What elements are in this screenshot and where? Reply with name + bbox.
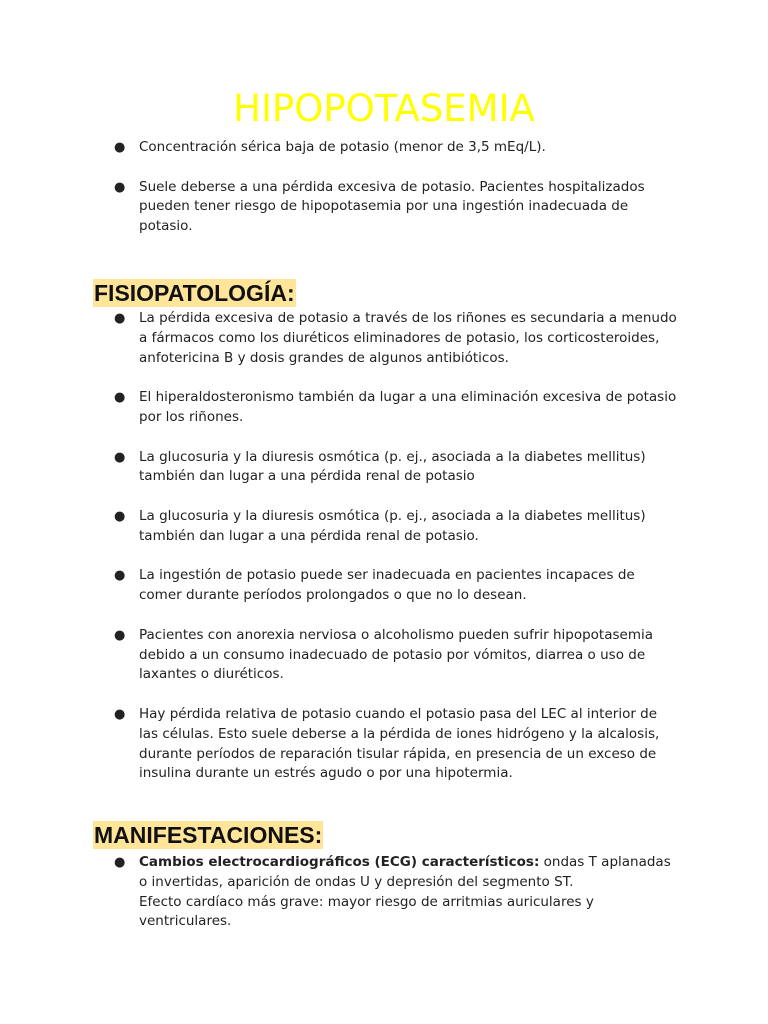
list-item <box>0 388 768 428</box>
fisiopatologia-list <box>0 309 768 784</box>
manifestaciones-list <box>0 853 768 932</box>
list-item-extra-text: Efecto cardíaco más grave: mayor riesgo de arritmias auriculares y ventriculares. <box>139 893 594 930</box>
list-item-text: Suele deberse a una pérdida excesiva de potasio. Pacientes hospitalizados pueden tener riesgo de hipopotasemia por una ingestión inadecuada de potasio. <box>139 178 645 235</box>
bullet-icon: ● <box>114 390 126 406</box>
intro-list <box>0 138 768 237</box>
list-spacer <box>0 487 768 507</box>
list-item-bold-text: Cambios electrocardiográficos (ECG) característicos: <box>139 854 540 870</box>
bullet-icon: ● <box>114 179 126 195</box>
list-item-text: La ingestión de potasio puede ser inadecuada en pacientes incapaces de comer durante períodos prolongados o que no lo desean. <box>139 567 635 604</box>
document-title: HIPOPOTASEMIA <box>233 87 535 130</box>
list-item-text: La glucosuria y la diuresis osmótica (p. ej., asociada a la diabetes mellitus) también dan lugar a una pérdida renal de potasio. <box>139 507 646 544</box>
list-item-text: La glucosuria y la diuresis osmótica (p. ej., asociada a la diabetes mellitus) también dan lugar a una pérdida renal de potasio <box>139 448 646 485</box>
list-spacer <box>0 606 768 626</box>
list-item <box>0 448 768 488</box>
list-item <box>0 178 768 237</box>
list-item <box>0 626 768 685</box>
list-spacer <box>0 428 768 448</box>
section-heading-manifestaciones: MANIFESTACIONES: <box>94 822 323 848</box>
bullet-icon: ● <box>114 449 126 465</box>
list-spacer <box>0 547 768 567</box>
list-item-text: Hay pérdida relativa de potasio cuando el potasio pasa del LEC al interior de las células. Esto suele deberse a la pérdida de iones hidrógeno y la alcalosis, durante períodos de reparación tisular rápida, en presencia de un exceso de insulina durante un estrés agudo o por una hipotermia. <box>139 705 660 782</box>
list-item-text: Concentración sérica baja de potasio (menor de 3,5 mEq/L). <box>139 139 546 155</box>
list-item-text: El hiperaldosteronismo también da lugar a una eliminación excesiva de potasio por los riñones. <box>139 389 677 425</box>
list-item <box>0 705 768 784</box>
list-item <box>0 507 768 547</box>
list-item-text: Pacientes con anorexia nerviosa o alcoholismo pueden sufrir hipopotasemia debido a un consumo inadecuado de potasio por vómitos, diarrea o uso de laxantes o diuréticos. <box>139 626 654 683</box>
list-item-text: ondas T aplanadas o invertidas, aparición de ondas U y depresión del segmento ST. <box>139 854 671 890</box>
list-spacer <box>0 158 768 178</box>
bullet-icon: ● <box>114 855 126 870</box>
list-item <box>0 566 768 606</box>
bullet-icon: ● <box>114 508 126 524</box>
bullet-icon: ● <box>114 627 126 643</box>
section-heading-fisiopatologia: FISIOPATOLOGÍA: <box>94 280 295 306</box>
list-spacer <box>0 685 768 705</box>
list-item-text: La pérdida excesiva de potasio a través de los riñones es secundaria a menudo a fármacos como los diuréticos eliminadores de potasio, los corticosteroides, anfotericina B y dosis grandes de algunos antibióticos. <box>139 310 677 366</box>
list-spacer <box>0 368 768 388</box>
bullet-icon: ● <box>114 311 126 326</box>
list-item <box>0 138 768 158</box>
list-item <box>0 853 768 932</box>
bullet-icon: ● <box>114 706 126 722</box>
list-item <box>0 309 768 368</box>
bullet-icon: ● <box>114 140 126 155</box>
bullet-icon: ● <box>114 568 126 584</box>
